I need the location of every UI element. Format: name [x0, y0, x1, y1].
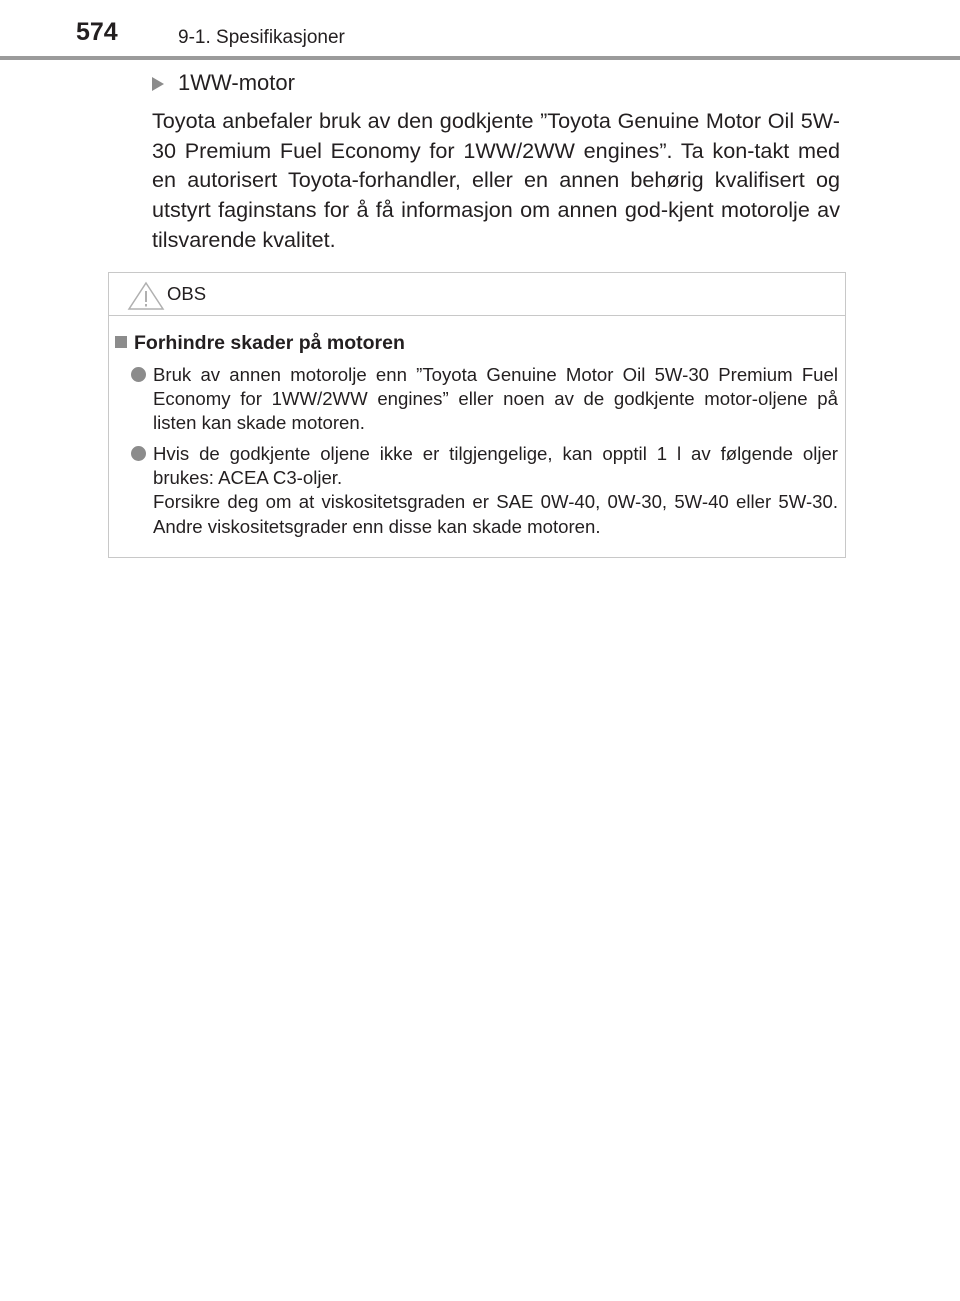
notice-label: OBS [167, 283, 207, 304]
page-header [0, 0, 960, 62]
notice-item-text: Forsikre deg om at viskositetsgraden er SAE 0W-40, 0W-30, 5W-40 eller 5W-30. Andre viskositetsgrader enn disse kan skade motoren. [153, 491, 838, 537]
notice-item [131, 363, 838, 436]
square-bullet-icon [115, 336, 127, 348]
notice-subheading-text: Forhindre skader på motoren [134, 332, 405, 354]
notice-item [131, 442, 838, 539]
notice-box [108, 272, 846, 558]
notice-header [109, 273, 845, 316]
section-heading: 1WW-motor [178, 70, 295, 95]
triangle-bullet-icon [152, 77, 164, 91]
dot-bullet-icon [131, 446, 146, 461]
dot-bullet-icon [131, 367, 146, 382]
section-paragraph: Toyota anbefaler bruk av den godkjente ”Toyota Genuine Motor Oil 5W-30 Premium Fuel Economy for 1WW/2WW engines”. Ta kon-takt med en autorisert Toyota-forhandler, eller en annen behørig kvalifisert og utstyrt faginstans for å få informasjon om annen god-kjent motorolje av tilsvarende kvalitet. [152, 108, 840, 252]
header-divider [0, 56, 960, 60]
warning-triangle-icon [127, 281, 165, 311]
page-number: 574 [76, 18, 118, 46]
chapter-title: 9-1. Spesifikasjoner [178, 27, 345, 48]
notice-item-text: Bruk av annen motorolje enn ”Toyota Genuine Motor Oil 5W-30 Premium Fuel Economy for 1WW/2WW engines” eller noen av de godkjente motor-oljene på listen kan skade motoren. [153, 364, 838, 434]
notice-item-text: Hvis de godkjente oljene ikke er tilgjengelige, kan opptil 1 l av følgende oljer brukes: ACEA C3-oljer. [153, 443, 838, 489]
notice-subheading [115, 332, 405, 355]
